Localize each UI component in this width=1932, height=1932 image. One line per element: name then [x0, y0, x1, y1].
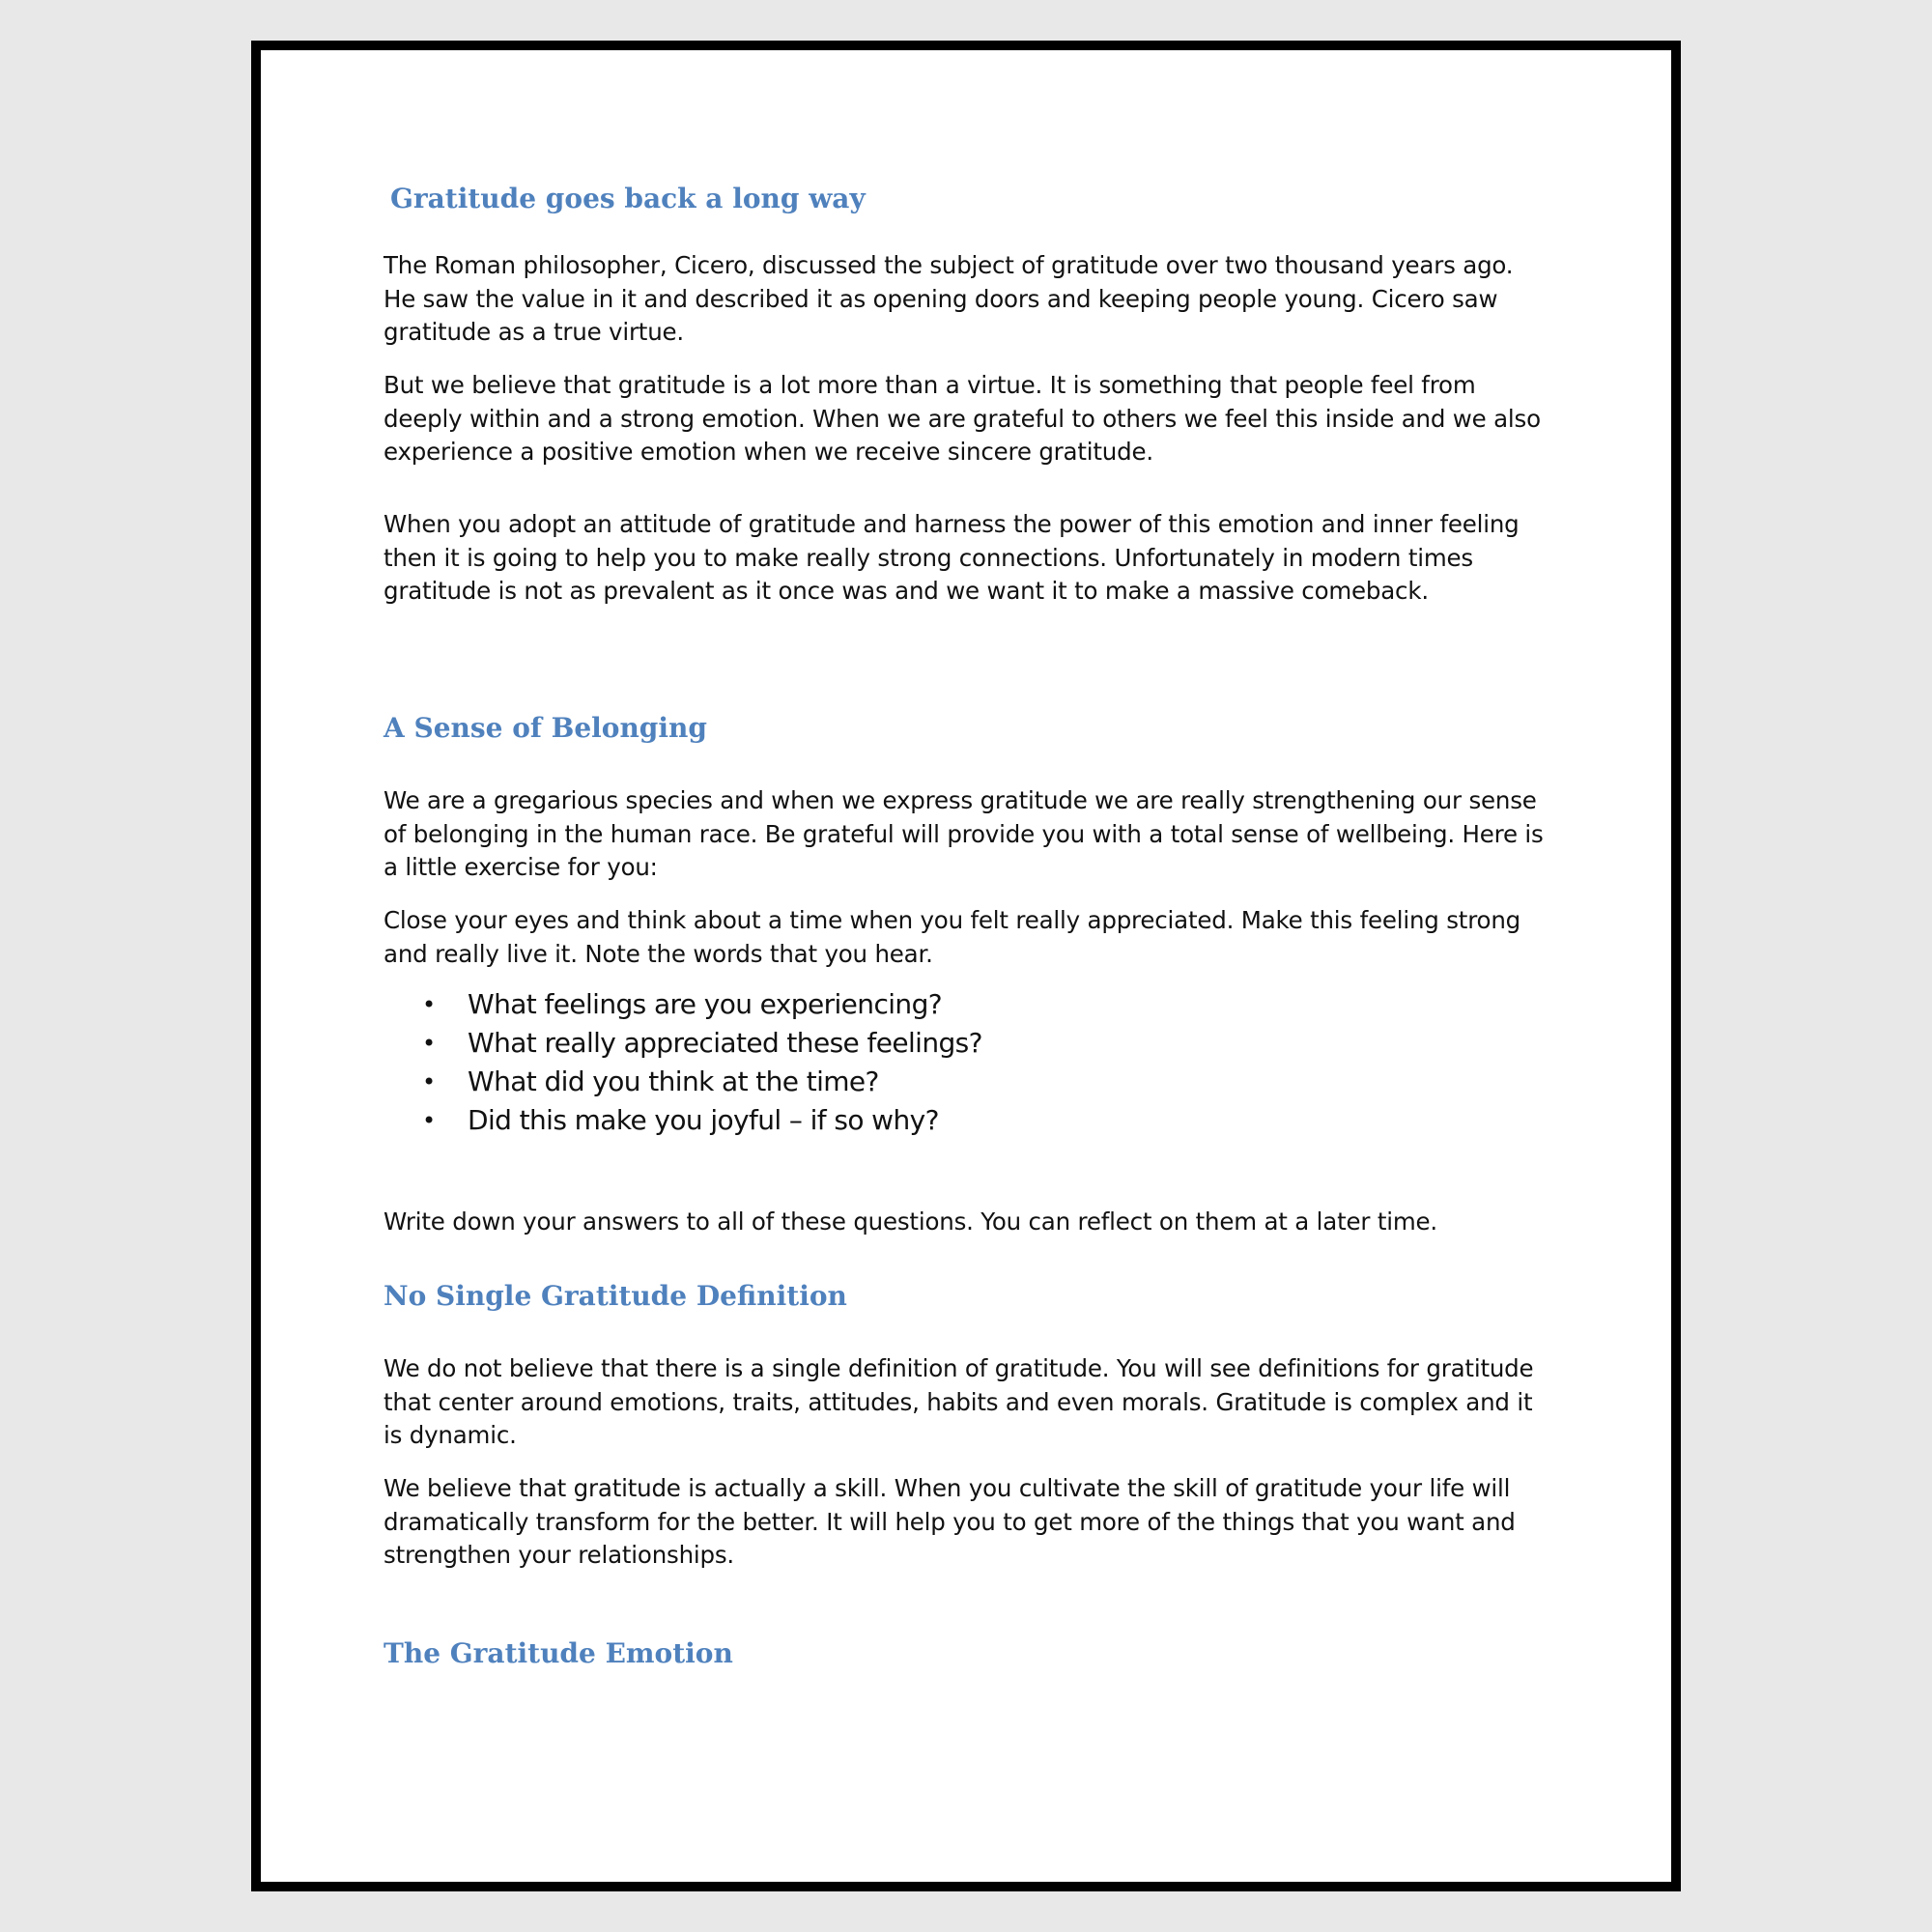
list-item: • What did you think at the time? — [384, 1063, 1572, 1101]
heading-sense-of-belonging: A Sense of Belonging — [384, 712, 707, 744]
heading-no-single-definition: No Single Gratitude Definition — [384, 1280, 847, 1312]
bullet-icon: • — [422, 1068, 436, 1095]
list-item: • Did this make you joyful – if so why? — [384, 1101, 1572, 1140]
paragraph: But we believe that gratitude is a lot more than a virtue. It is something that people feel from deeply within and a strong emotion. When we are grateful to others we feel this inside and we also experience a positive emotion when we receive sincere gratitude. — [384, 371, 1541, 466]
paragraph: We do not believe that there is a single definition of gratitude. You will see definitions for gratitude that center around emotions, traits, attitudes, habits and even morals. Gratitude is complex and it is dynamic. — [384, 1354, 1534, 1449]
list-item: • What feelings are you experiencing? — [384, 985, 1572, 1024]
paragraph: We are a gregarious species and when we express gratitude we are really strengthening our sense of belonging in the human race. Be grateful will provide you with a total sense of wellbeing. Here is a little exercise for you: — [384, 786, 1544, 881]
heading-gratitude-emotion: The Gratitude Emotion — [384, 1637, 733, 1669]
paragraph: The Roman philosopher, Cicero, discussed the subject of gratitude over two thousand years ago. He saw the value in it and described it as opening doors and keeping people young. Cicero saw gratitude as a true virtue. — [384, 251, 1514, 346]
paragraph: Close your eyes and think about a time when you felt really appreciated. Make this feeling strong and really live it. Note the words that you hear. — [384, 906, 1520, 968]
question-list — [384, 985, 1572, 1140]
bullet-icon: • — [422, 991, 436, 1018]
bullet-icon: • — [422, 1107, 436, 1134]
paragraph: Write down your answers to all of these questions. You can reflect on them at a later time. — [384, 1208, 1437, 1236]
list-item: • What really appreciated these feelings? — [384, 1024, 1572, 1063]
heading-gratitude-goes-back: Gratitude goes back a long way — [390, 183, 866, 214]
document-page — [251, 41, 1681, 1891]
paragraph: When you adopt an attitude of gratitude and harness the power of this emotion and inner feeling then it is going to help you to make really strong connections. Unfortunately in modern times gratitude is not as prevalent as it once was and we want it to make a massive comeback. — [384, 510, 1520, 605]
bullet-icon: • — [422, 1030, 436, 1057]
paragraph: We believe that gratitude is actually a skill. When you cultivate the skill of gratitude your life will dramatically transform for the better. It will help you to get more of the things that you want and strengthen your relationships. — [384, 1474, 1516, 1569]
